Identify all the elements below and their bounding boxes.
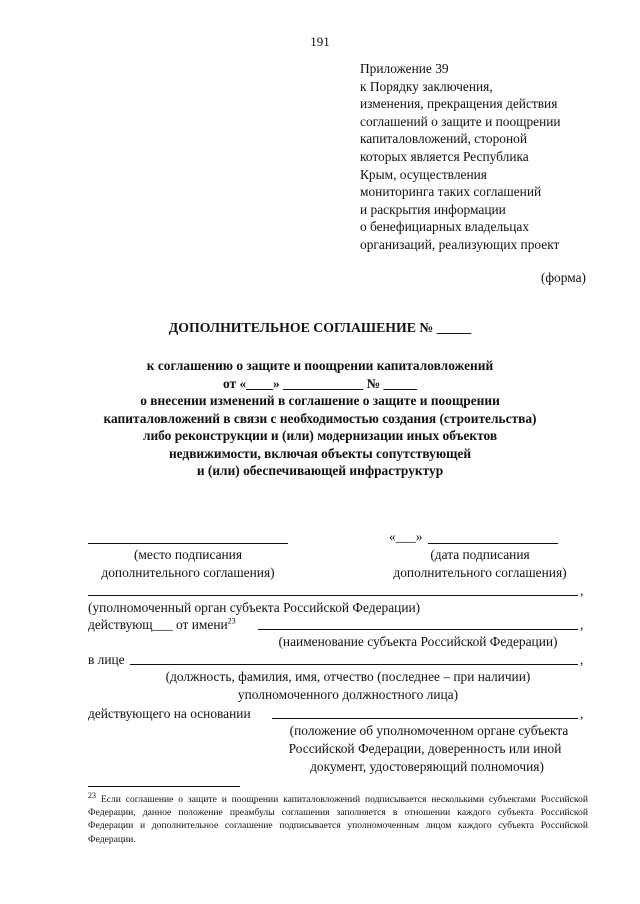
place-caption-line: дополнительного соглашения) bbox=[101, 565, 275, 580]
appendix-line: Приложение 39 bbox=[360, 61, 449, 76]
appendix-line: и раскрытия информации bbox=[360, 201, 506, 217]
subtitle-line: от «____» ____________ № _____ bbox=[223, 375, 417, 391]
subtitle-line: капиталовложений в связи с необходимостью создания (строительства) bbox=[103, 410, 537, 426]
acting-label-text: действующ___ от имени bbox=[88, 617, 228, 632]
footnote-divider bbox=[88, 786, 240, 787]
appendix-line: организаций, реализующих проект bbox=[360, 236, 560, 252]
basis-caption-line: (положение об уполномоченном органе субъекта bbox=[289, 723, 569, 738]
subject-caption: (наименование субъекта Российской Федерации) bbox=[278, 634, 558, 649]
place-caption-line: (место подписания bbox=[133, 547, 243, 562]
basis-caption-line: Российской Федерации, доверенность или иной bbox=[288, 741, 562, 756]
appendix-line: капиталовложений, стороной bbox=[360, 131, 527, 147]
subject-field[interactable] bbox=[258, 629, 578, 630]
acting-label bbox=[88, 616, 236, 633]
date-caption-line: дополнительного соглашения) bbox=[393, 565, 567, 580]
footnote-number: 23 bbox=[88, 790, 96, 800]
in-person-label: в лице bbox=[88, 652, 125, 667]
subtitle-line: и (или) обеспечивающей инфраструктур bbox=[196, 463, 444, 478]
comma: , bbox=[580, 583, 584, 598]
appendix-block bbox=[360, 60, 561, 254]
place-field[interactable] bbox=[88, 543, 288, 544]
appendix-line: к Порядку заключения, bbox=[360, 78, 493, 94]
appendix-line: соглашений о защите и поощрении bbox=[360, 113, 561, 129]
comma: , bbox=[580, 652, 584, 667]
authority-caption: (уполномоченный орган субъекта Российской Федерации) bbox=[88, 600, 421, 615]
document-subtitle bbox=[0, 357, 640, 480]
appendix-line: изменения, прекращения действия bbox=[360, 96, 558, 112]
basis-field[interactable] bbox=[272, 718, 578, 719]
comma: , bbox=[580, 706, 584, 721]
form-label: (форма) bbox=[540, 270, 586, 285]
official-field[interactable] bbox=[130, 664, 578, 665]
date-caption-line: (дата подписания bbox=[430, 547, 530, 562]
footnote-text: Если соглашение о защите и поощрении капиталовложений подписывается несколькими субъектами Российской Федерации, данное положение преамбулы соглашения заполняется в отношении каждого субъекта Российской Федерации и дополнительное соглашение подписывается уполномоченным лицом каждого субъекта Российской Федерации. bbox=[88, 794, 588, 845]
footnote-reference: 23 bbox=[227, 616, 236, 626]
date-prefix: «___» bbox=[389, 529, 423, 544]
appendix-line: Крым, осуществления bbox=[360, 166, 487, 182]
footnote bbox=[88, 790, 588, 846]
basis-label: действующего на основании bbox=[88, 706, 251, 721]
subtitle-line: недвижимости, включая объекты сопутствующей bbox=[168, 445, 472, 461]
official-caption-line: уполномоченного должностного лица) bbox=[237, 687, 459, 702]
subtitle-line: либо реконструкции и (или) модернизации иных объектов bbox=[142, 428, 498, 443]
page-number: 191 bbox=[310, 34, 330, 49]
subtitle-line: к соглашению о защите и поощрении капиталовложений bbox=[146, 358, 494, 373]
subtitle-line: о внесении изменений в соглашение о защите и поощрении bbox=[140, 393, 500, 408]
basis-caption-line: документ, удостоверяющий полномочия) bbox=[310, 759, 544, 774]
authority-field[interactable] bbox=[88, 595, 578, 596]
date-field[interactable] bbox=[428, 543, 558, 544]
appendix-line: которых является Республика bbox=[360, 148, 529, 164]
official-caption-line: (должность, фамилия, имя, отчество (последнее – при наличии) bbox=[165, 669, 531, 684]
appendix-line: мониторинга таких соглашений bbox=[360, 184, 542, 200]
appendix-line: о бенефициарных владельцах bbox=[360, 219, 530, 235]
comma: , bbox=[580, 617, 584, 632]
document-title: ДОПОЛНИТЕЛЬНОЕ СОГЛАШЕНИЕ № _____ bbox=[168, 320, 472, 335]
